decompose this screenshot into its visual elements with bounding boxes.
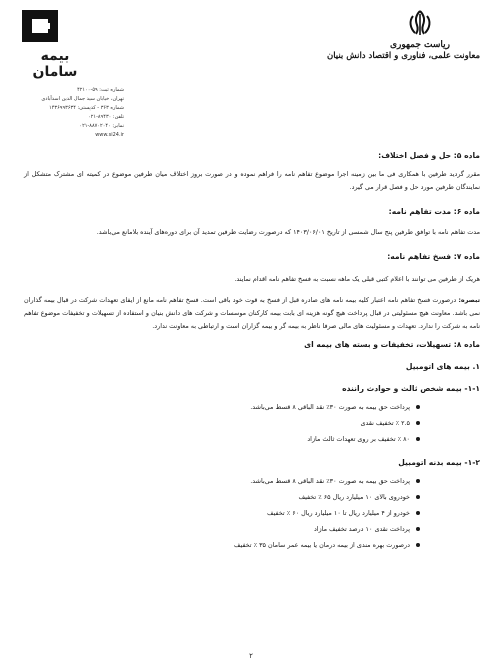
list-item: پرداخت نقدی ۱۰ درصد تخفیف مازاد [24,521,420,537]
address-line-1: تهران، خیابان سید جمال الدین اسدآبادی [41,96,124,102]
contact-info [14,86,124,140]
saman-logo-icon [18,6,62,46]
list-item: پرداخت حق بیمه به صورت ۳۰٪ نقد الباقی ۸ قسط می‌باشد. [24,473,420,489]
article-6-heading: ماده ۶: مدت تفاهم نامه: [388,207,480,216]
third-party-benefits-list [24,399,420,447]
body-insurance-benefits-list [24,473,420,553]
list-item: ۲.۵ ٪ تخفیف نقدی [24,415,420,431]
note-label: تبصره: [458,296,480,304]
document-body [24,150,480,553]
government-header [326,8,480,61]
iran-emblem-icon [405,8,435,38]
list-item: خودروی بالای ۱۰ میلیارد ریال ۶۵ ٪ تخفیف [24,489,420,505]
phone: تلفن: ۸۹۴۳۰-۰۲۱ [88,114,124,120]
company-header [14,6,134,140]
list-item: پرداخت حق بیمه به صورت ۳۰٪ نقد الباقی ۸ قسط می‌باشد. [24,399,420,415]
note-text: درصورت فسخ تفاهم نامه اعتبار کلیه بیمه نامه های صادره قبل از فسخ به قوت خود باقی است. فسخ تفاهم نامه مانع از ایفای تعهدات شرکت در قبال بیمه گذاران نمی باشد. معاونت هیچ مسئولیتی در قبال پرداخت هیچ گونه هزینه ای بابت بیمه کارکنان موسسات و شرکت های دانش بنیان و استفاده از تسهیلات و تخفیفات موضوع تفاهم نامه به شرکت را ندارد. تعهدات و مسئولیت های مالی صرفا ناظر به بیمه گر و بیمه گزاران است و ارتباطی به معاونت ندارد. [24,296,480,330]
third-party-insurance-heading: ۱-۱- بیمه شخص ثالث و حوادث راننده [342,384,480,393]
article-6-text: مدت تفاهم نامه با توافق طرفین پنج سال شمسی از تاریخ ۱۴۰۳/۰۶/۰۱ که درصورت رضایت طرفین تمدید آن برای دوره‌های آینده بلامانع می‌باشد. [96,228,480,236]
article-8-heading: ماده ۸: تسهیلات، تخفیفات و بسته های بیمه ای [304,340,480,349]
note-paragraph [24,294,480,333]
registration-number: شماره ثبت: ۵۹-۴۲۱۰۰ [77,87,124,93]
article-5-text: مقرر گردید طرفین با همکاری فی ما بین زمینه اجرا موضوع تفاهم نامه را فراهم نموده و در صورت بروز اختلاف میان طرفین موضوع در کمیته ای مشترک متشکل از نمایندگان طرفین مورد حل و فصل قرار می گیرد. [24,170,480,191]
list-item: خودرو از ۴ میلیارد ریال تا ۱۰ میلیارد ریال ۶۰ ٪ تخفیف [24,505,420,521]
article-7-heading: ماده ۷: فسخ تفاهم نامه: [387,252,480,261]
vehicle-insurance-heading: ۱. بیمه های اتومبیل [405,362,480,371]
article-7-text: هریک از طرفین می توانند با اعلام کتبی قبلی یک ماهه نسبت به فسخ تفاهم نامه اقدام نمایند. [234,275,480,283]
page-number: ۲ [249,652,253,660]
company-logo-text: بیمه سامان [32,48,78,80]
body-insurance-heading: ۱-۲- بیمه بدنه اتومبیل [398,458,480,467]
list-item: درصورت بهره مندی از بیمه درمان یا بیمه عمر سامان ۳۵ ٪ تخفیف [24,537,420,553]
article-5-heading: ماده ۵: حل و فصل اختلاف: [378,151,480,160]
fax: نمابر: ۸۸۷۰۲۰۴۰-۰۲۱ [79,123,124,129]
gov-subtitle: معاونت علمی، فناوری و اقتصاد دانش بنیان [326,51,480,61]
gov-title: ریاست جمهوری [389,40,451,50]
address-line-2: شماره ۳۶۳ - کدپستی: ۱۴۳۶۹۹۳۶۳۴ [49,105,124,111]
website: www.si24.ir [95,132,124,138]
list-item: ۸۰ ٪ تخفیف بر روی تعهدات ثالث مازاد [24,431,420,447]
